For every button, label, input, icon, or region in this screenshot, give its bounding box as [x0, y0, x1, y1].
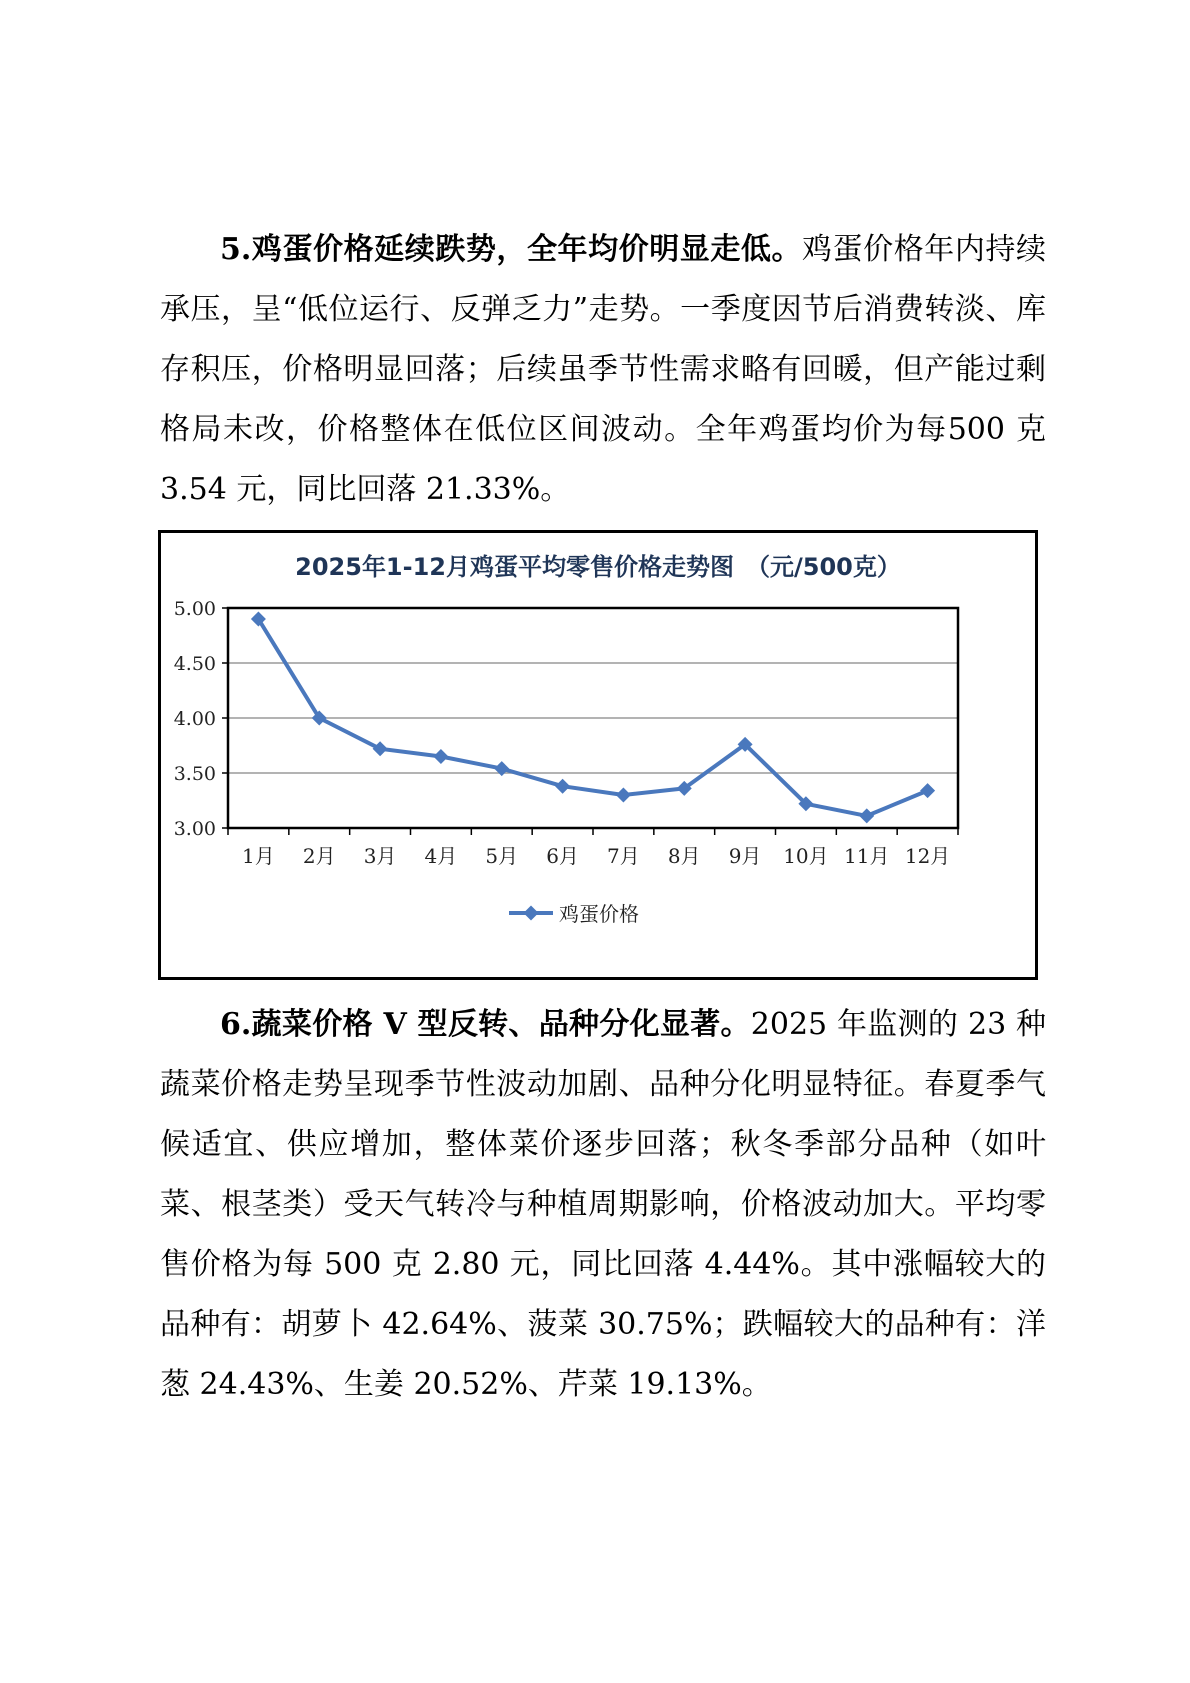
y-axis-ticks	[174, 598, 228, 840]
x-tick-label: 8月	[667, 844, 701, 868]
egg-price-chart	[158, 530, 1038, 980]
y-tick-label: 4.50	[173, 653, 216, 675]
data-point-marker	[494, 761, 509, 776]
x-tick-label: 12月	[904, 844, 951, 868]
y-tick-label: 3.00	[173, 818, 216, 840]
chart-title: 2025年1-12月鸡蛋平均零售价格走势图 （元/500克）	[295, 553, 901, 581]
x-tick-label: 10月	[783, 844, 829, 868]
chart-canvas	[161, 533, 1035, 977]
gridlines	[228, 608, 958, 828]
data-point-marker	[859, 808, 874, 823]
x-tick-label: 1月	[242, 844, 275, 868]
x-tick-label: 2月	[302, 844, 336, 868]
x-axis-ticks	[228, 828, 958, 868]
chart-legend	[509, 902, 639, 926]
data-point-marker	[555, 779, 570, 794]
section-5-body: 鸡蛋价格年内持续承压，呈“低位运行、反弹乏力”走势。一季度因节后消费转淡、库存积压，价格明显回落；后续虽季节性需求略有回暖，但产能过剩格局未改，价格整体在低位区间波动。全年鸡蛋均价为每500 克 3.54 元，同比回落 21.33%。	[160, 232, 1046, 507]
section-6-heading: 6.蔬菜价格 V 型反转、品种分化显著。	[220, 1007, 751, 1042]
x-tick-label: 4月	[424, 844, 458, 868]
x-tick-label: 5月	[485, 844, 519, 868]
x-tick-label: 7月	[607, 844, 640, 868]
y-tick-label: 3.50	[173, 763, 216, 785]
y-tick-label: 5.00	[173, 598, 216, 620]
legend-marker	[524, 906, 539, 921]
data-point-marker	[373, 741, 388, 756]
data-point-marker	[433, 749, 448, 764]
section-6-body: 2025 年监测的 23 种蔬菜价格走势呈现季节性波动加剧、品种分化明显特征。春夏季气候适宜、供应增加，整体菜价逐步回落；秋冬季部分品种（如叶菜、根茎类）受天气转冷与种植周期影响，价格波动加大。平均零售价格为每 500 克 2.80 元，同比回落 4.44%。其中涨幅较大的品种有：胡萝卜 42.64%、菠菜 30.75%；跌幅较大的品种有：洋葱 24.43%、生姜 20.52%、芹菜 19.13%。	[160, 1007, 1046, 1402]
x-tick-label: 6月	[546, 844, 579, 868]
data-point-marker	[920, 783, 935, 798]
section-5-paragraph	[160, 220, 1046, 520]
legend-label: 鸡蛋价格	[559, 902, 639, 926]
section-6-paragraph	[160, 995, 1046, 1415]
x-tick-label: 9月	[728, 844, 762, 868]
section-5-heading: 5.鸡蛋价格延续跌势，全年均价明显走低。	[220, 232, 803, 267]
y-tick-label: 4.00	[173, 708, 216, 730]
x-tick-label: 3月	[363, 844, 397, 868]
x-tick-label: 11月	[844, 844, 890, 868]
data-point-marker	[616, 788, 631, 803]
